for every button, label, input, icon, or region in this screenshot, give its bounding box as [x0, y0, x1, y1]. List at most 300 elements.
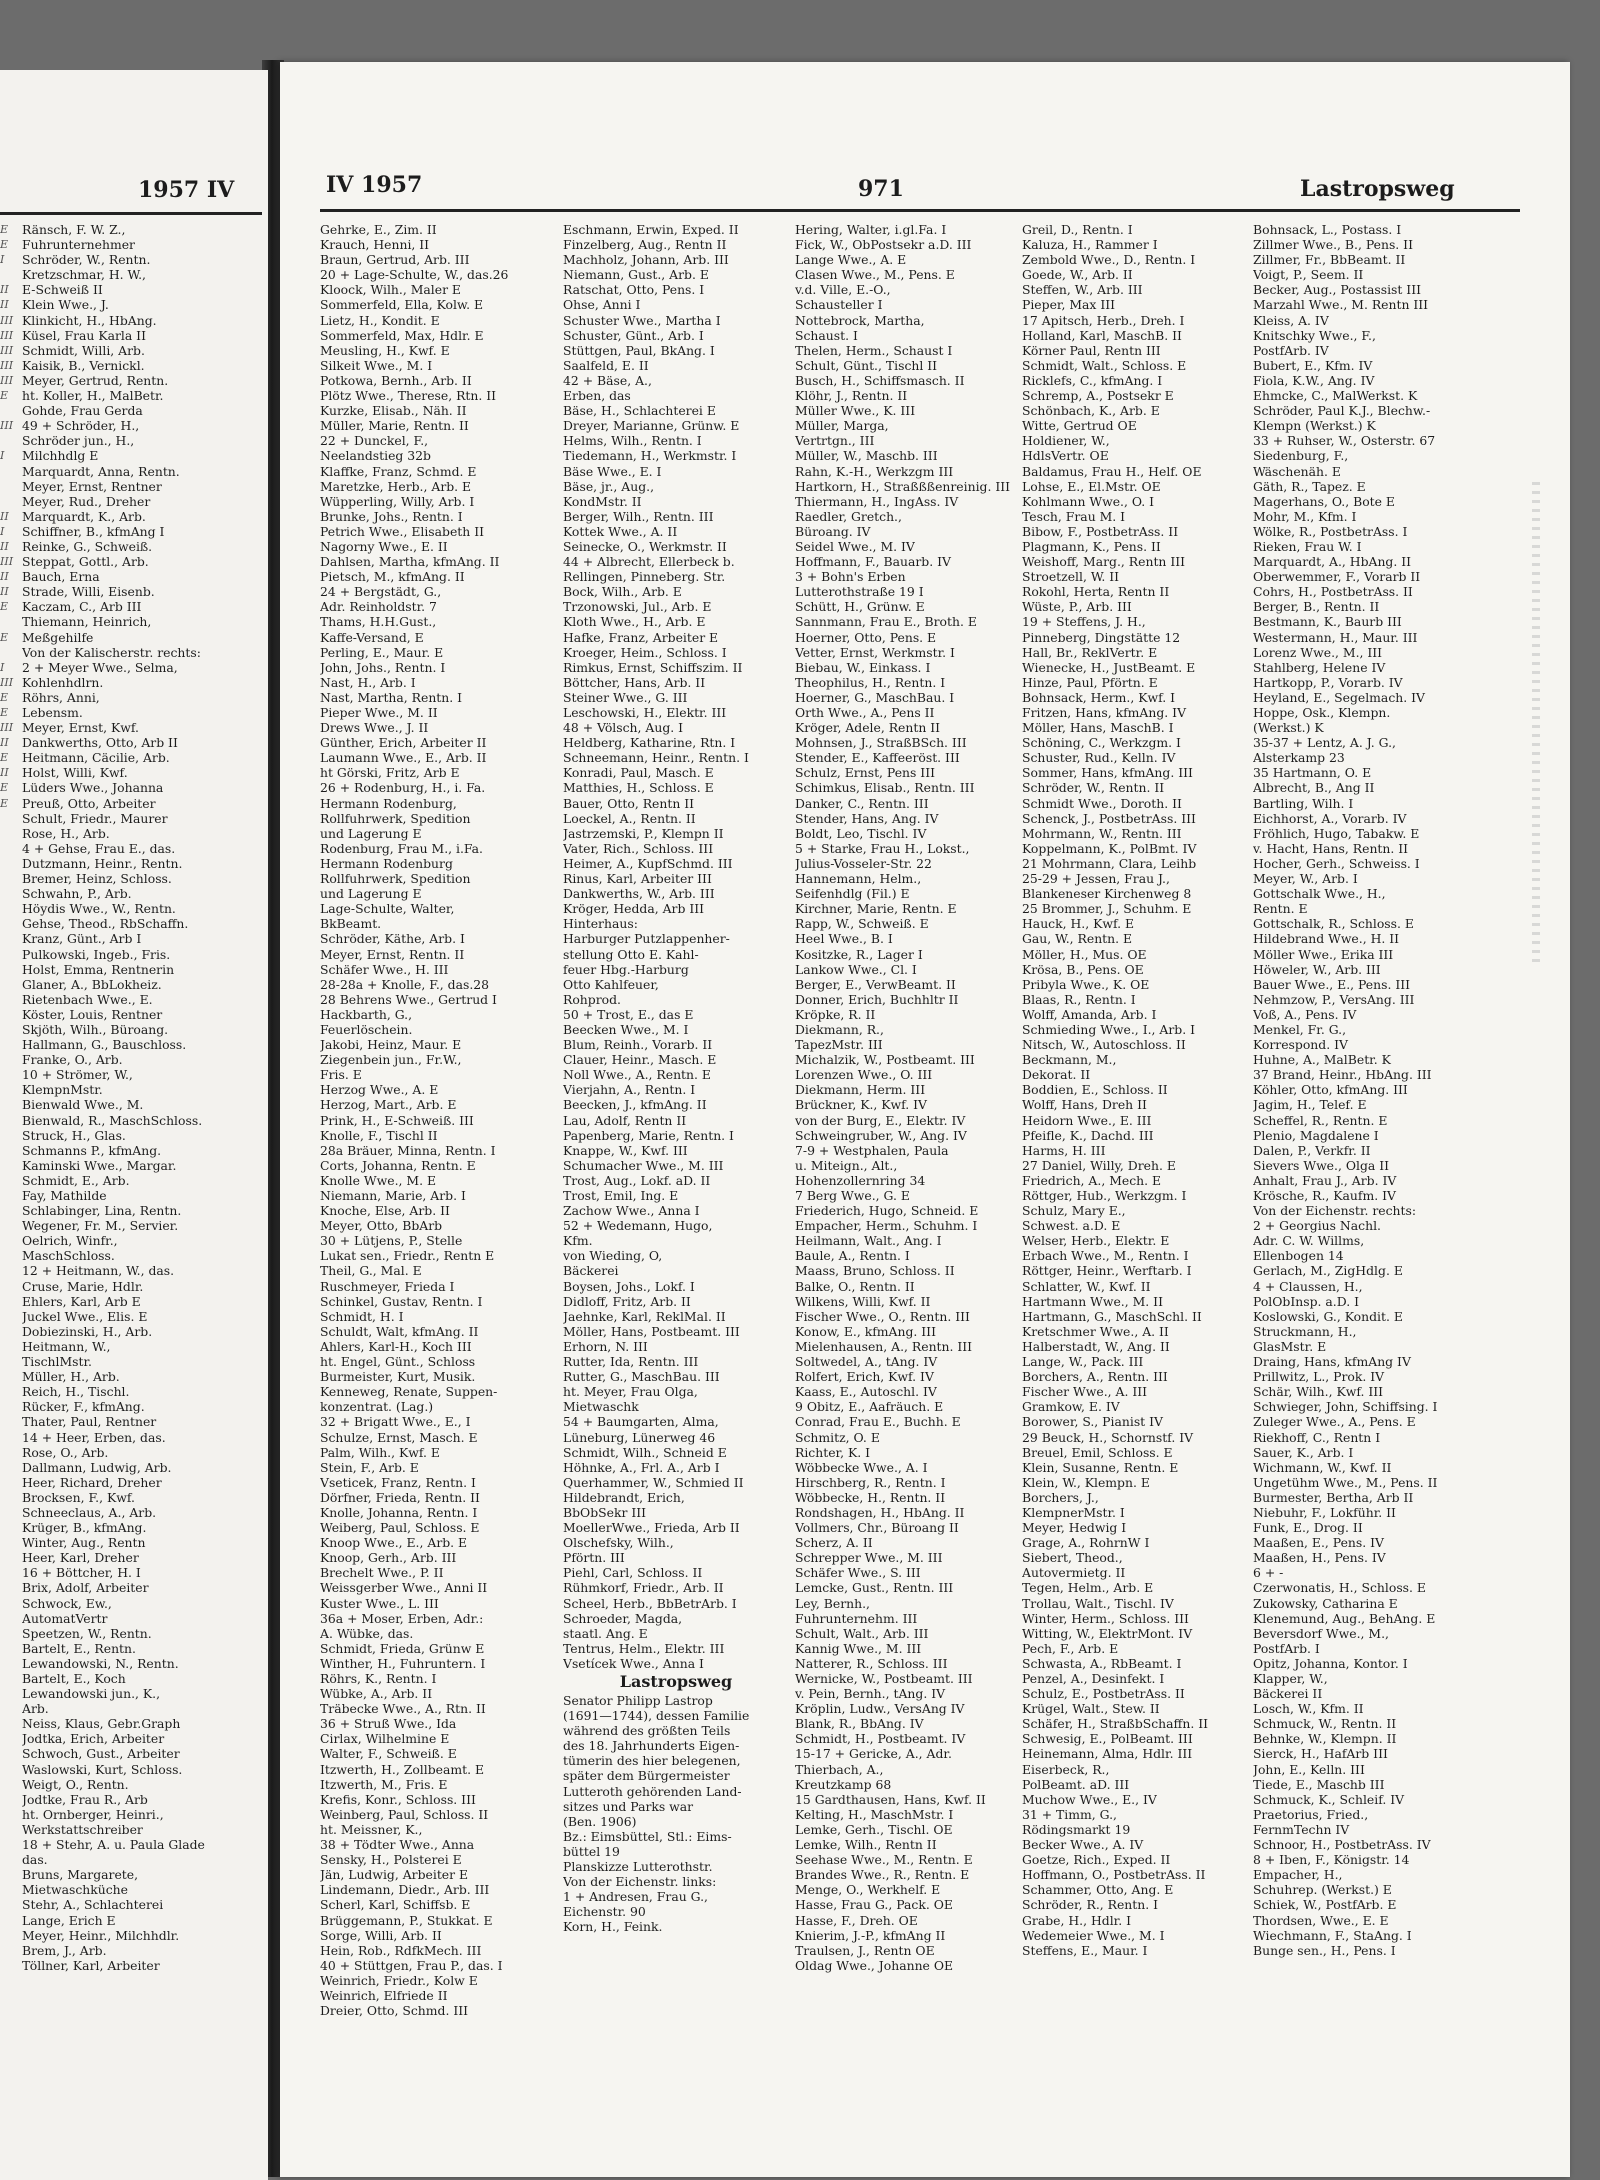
- directory-entry: Kuster Wwe., L. III: [320, 1595, 439, 1611]
- directory-entry: Lange, W., Pack. III: [1022, 1354, 1144, 1370]
- directory-entry: Niemann, Gust., Arb. E: [563, 267, 709, 283]
- directory-entry: Krügel, Walt., Stew. II: [1022, 1701, 1160, 1717]
- left-margin-letter: III: [0, 343, 14, 357]
- directory-entry: 21 Mohrmann, Clara, Leihb: [1022, 855, 1197, 871]
- directory-entry: Konradi, Paul, Masch. E: [563, 765, 714, 781]
- directory-entry: Julius-Vosseler-Str. 22: [795, 855, 932, 871]
- directory-entry: HdlsVertr. OE: [1022, 448, 1109, 464]
- directory-entry: Vater, Rich., Schloss. III: [563, 840, 714, 856]
- left-margin-letter: [0, 494, 16, 509]
- directory-entry: Klapper, W.,: [1253, 1671, 1328, 1686]
- directory-entry: Prink, H., E-Schweiß. III: [320, 1112, 474, 1128]
- directory-entry: Brunke, Johs., Rentn. I: [320, 508, 463, 524]
- directory-entry: PostfArb. IV: [1253, 342, 1329, 358]
- directory-entry: Weinrich, Friedr., Kolw E: [320, 1972, 478, 1988]
- directory-entry: Traulsen, J., Rentn OE: [795, 1942, 935, 1958]
- directory-entry: Hering, Walter, i.gl.Fa. I: [795, 222, 947, 237]
- directory-entry: BbObSekr III: [563, 1504, 647, 1520]
- left-entry: Dallmann, Ludwig, Arb.: [22, 1459, 172, 1475]
- directory-entry: Kroeger, Heim., Schloss. I: [563, 644, 727, 660]
- left-entry: Schiffner, B., kfmAng I: [22, 523, 165, 539]
- directory-entry: 40 + Stüttgen, Frau P., das. I: [320, 1957, 503, 1973]
- directory-entry: Jän, Ludwig, Arbeiter E: [320, 1867, 469, 1883]
- directory-entry: Krösa, B., Pens. OE: [1022, 961, 1144, 977]
- directory-entry: Schwieger, John, Schiffsing. I: [1253, 1399, 1438, 1415]
- left-entry: Lebensm.: [22, 705, 83, 720]
- directory-entry: Gottschalk Wwe., H.,: [1253, 886, 1386, 902]
- directory-entry: Scheffel, R., Rentn. E: [1253, 1112, 1388, 1128]
- directory-entry: Schröder, Paul K.J., Blechw.-: [1253, 403, 1431, 419]
- directory-entry: Feuerlöschein.: [320, 1021, 413, 1037]
- left-entry: Preuß, Otto, Arbeiter: [22, 795, 156, 811]
- directory-entry: Gerlach, M., ZigHdlg. E: [1253, 1263, 1403, 1279]
- street-header: Lastropsweg: [1300, 176, 1455, 202]
- directory-entry: Schrepper Wwe., M. III: [795, 1550, 943, 1566]
- directory-entry: 4 + Claussen, H.,: [1253, 1278, 1363, 1294]
- left-margin-letter: I: [0, 660, 5, 674]
- directory-entry: Sommerfeld, Max, Hdlr. E: [320, 327, 484, 343]
- directory-entry: Von der Eichenstr. rechts:: [1253, 1203, 1417, 1219]
- directory-entry: Von der Eichenstr. links:: [563, 1874, 717, 1890]
- directory-entry: Möller, Hans, MaschB. I: [1022, 720, 1174, 736]
- directory-entry: Wöbbecke, H., Rentn. II: [795, 1489, 946, 1505]
- directory-entry: Rühmkorf, Friedr., Arb. II: [563, 1580, 724, 1596]
- directory-entry: Bartling, Wilh. I: [1253, 795, 1354, 811]
- directory-entry: Grabe, H., Hdlr. I: [1022, 1912, 1132, 1928]
- directory-entry: Rapp, W., Schweiß. E: [795, 916, 929, 932]
- directory-entry: Marzahl Wwe., M. Rentn III: [1253, 297, 1429, 313]
- left-entry: Brem, J., Arb.: [22, 1942, 107, 1958]
- directory-entry: Jagim, H., Telef. E: [1253, 1097, 1367, 1113]
- left-entry: Fay, Mathilde: [22, 1188, 107, 1203]
- directory-entry: 37 Brand, Heinr., HbAng. III: [1253, 1067, 1432, 1083]
- directory-entry: BkBeamt.: [320, 916, 382, 932]
- left-entry: Stehr, A., Schlachterei: [22, 1897, 164, 1913]
- directory-entry: Erben, das: [563, 388, 631, 404]
- directory-entry: Schmidt, H., Postbeamt. IV: [795, 1731, 966, 1747]
- left-entry: Von der Kalischerstr. rechts:: [22, 644, 201, 660]
- directory-entry: Itzwerth, M., Fris. E: [320, 1776, 448, 1792]
- directory-entry: Trollau, Walt., Tischl. IV: [1022, 1595, 1174, 1611]
- left-entry: Reich, H., Tischl.: [22, 1384, 130, 1400]
- directory-entry: Hoffmann, O., PostbetrAss. II: [1022, 1867, 1206, 1883]
- directory-entry: Schröder, R., Rentn. I: [1022, 1897, 1159, 1913]
- directory-entry: Scherz, A. II: [795, 1535, 873, 1551]
- directory-entry: Bock, Wilh., Arb. E: [563, 584, 682, 600]
- left-margin-letter: E: [0, 690, 9, 704]
- directory-entry: Körner Paul, Rentn III: [1022, 342, 1161, 358]
- directory-entry: Halberstadt, W., Ang. II: [1022, 1338, 1170, 1354]
- directory-entry: Hildebrand Wwe., H. II: [1253, 931, 1400, 947]
- directory-entry: Klaffke, Franz, Schmd. E: [320, 463, 477, 479]
- directory-entry: Grage, A., RohrnW I: [1022, 1535, 1150, 1551]
- left-entry: Klinkicht, H., HbAng.: [22, 312, 157, 328]
- left-entry: E-Schweiß II: [22, 282, 103, 298]
- directory-entry: Kloock, Wilh., Maler E: [320, 282, 461, 298]
- directory-entry: Erhorn, N. III: [563, 1338, 648, 1354]
- directory-entry: 17 Apitsch, Herb., Dreh. I: [1022, 312, 1185, 328]
- directory-entry: Trost, Aug., Lokf. aD. II: [563, 1172, 711, 1188]
- directory-entry: Thierbach, A.,: [795, 1761, 884, 1777]
- directory-entry: Vertrtgn., III: [795, 433, 875, 449]
- directory-entry: Ratschat, Otto, Pens. I: [563, 282, 705, 298]
- directory-entry: Hinterhaus:: [563, 916, 638, 932]
- directory-entry: Schmidt, Frieda, Grünw E: [320, 1640, 485, 1656]
- directory-entry: Kfm.: [563, 1233, 593, 1249]
- directory-entry: Perling, E., Maur. E: [320, 644, 444, 660]
- left-entry: Lewandowski, N., Rentn.: [22, 1655, 179, 1671]
- left-margin-letter: E: [0, 796, 9, 810]
- right-page: [280, 62, 1570, 2177]
- left-entry: Heitmann, Cäcilie, Arb.: [22, 750, 170, 766]
- directory-entry: Dalen, P., Verkfr. II: [1253, 1142, 1371, 1158]
- directory-entry: Tesch, Frau M. I: [1022, 508, 1126, 524]
- directory-entry: Tentrus, Helm., Elektr. III: [563, 1640, 725, 1656]
- left-entry: 4 + Gehse, Frau E., das.: [22, 840, 176, 856]
- directory-entry: Beversdorf Wwe., M.,: [1253, 1625, 1389, 1641]
- directory-entry: Krauch, Henni, II: [320, 237, 430, 253]
- directory-entry: Schwasta, A., RbBeamt. I: [1022, 1655, 1182, 1671]
- directory-entry: Blankeneser Kirchenweg 8: [1022, 886, 1192, 902]
- directory-entry: Knolle, F., Tischl II: [320, 1127, 438, 1143]
- directory-entry: Hasse, F., Dreh. OE: [795, 1912, 918, 1928]
- directory-entry: Kaluza, H., Rammer I: [1022, 237, 1158, 253]
- directory-entry: Müller, Marie, Rentn. II: [320, 418, 469, 434]
- directory-entry: Rellingen, Pinneberg. Str.: [563, 569, 726, 585]
- directory-entry: Schuhrep. (Werkst.) E: [1253, 1882, 1392, 1898]
- left-margin-letter: II: [0, 298, 9, 312]
- directory-entry: Kannig Wwe., M. III: [795, 1640, 922, 1656]
- directory-entry: Schimkus, Elisab., Rentn. III: [795, 780, 975, 796]
- directory-entry: Michalzik, W., Postbeamt. III: [795, 1052, 975, 1068]
- directory-entry: später dem Bürgermeister: [563, 1768, 730, 1784]
- directory-entry: 24 + Bergstädt, G.,: [320, 584, 442, 600]
- left-entry: Schwahn, P., Arb.: [22, 886, 132, 902]
- directory-entry: Herzog, Mart., Arb. E: [320, 1097, 457, 1113]
- directory-entry: ht. Meissner, K.,: [320, 1821, 423, 1837]
- directory-entry: Autovermietg. II: [1022, 1565, 1126, 1581]
- directory-entry: Schinkel, Gustav, Rentn. I: [320, 1293, 483, 1309]
- directory-entry: Blaas, R., Rentn. I: [1022, 991, 1136, 1007]
- directory-entry: Wölke, R., PostbetrAss. I: [1253, 523, 1408, 539]
- left-entry: Oelrich, Winfr.,: [22, 1233, 118, 1249]
- directory-entry: Hauck, H., Kwf. E: [1022, 916, 1135, 932]
- directory-entry: Wolff, Amanda, Arb. I: [1022, 1006, 1157, 1022]
- directory-entry: 31 + Timm, G.,: [1022, 1806, 1117, 1822]
- directory-entry: 8 + Iben, F., Königstr. 14: [1253, 1852, 1410, 1868]
- directory-entry: Jakobi, Heinz, Maur. E: [320, 1037, 462, 1053]
- left-entry: Winter, Aug., Rentn: [22, 1535, 146, 1551]
- directory-entry: Noll Wwe., A., Rentn. E: [563, 1067, 711, 1083]
- directory-entry: Albrecht, B., Ang II: [1253, 780, 1375, 796]
- directory-entry: Wolff, Hans, Dreh II: [1022, 1097, 1147, 1113]
- directory-entry: Drews Wwe., J. II: [320, 720, 429, 736]
- left-entry: Schlabinger, Lina, Rentn.: [22, 1203, 182, 1219]
- left-entry: 16 + Böttcher, H. I: [22, 1565, 141, 1581]
- left-entry: 12 + Heitmann, W., das.: [22, 1263, 175, 1279]
- left-entry: Franke, O., Arb.: [22, 1052, 123, 1068]
- directory-entry: Oldag Wwe., Johanne OE: [795, 1957, 954, 1973]
- directory-entry: Klein, W., Klempn. E: [1022, 1474, 1150, 1490]
- left-margin-letter: I: [0, 524, 5, 538]
- left-entry: Bremer, Heinz, Schloss.: [22, 871, 172, 887]
- directory-entry: 6 + -: [1253, 1565, 1284, 1581]
- directory-entry: Riekhoff, C., Rentn I: [1253, 1429, 1381, 1445]
- directory-entry: Prillwitz, L., Prok. IV: [1253, 1369, 1385, 1385]
- directory-entry: konzentrat. (Lag.): [320, 1399, 434, 1415]
- directory-entry: Hinze, Paul, Pförtn. E: [1022, 674, 1158, 690]
- left-entry: Bienwald Wwe., M.: [22, 1097, 144, 1113]
- directory-entry: Rutter, Ida, Rentn. III: [563, 1354, 699, 1370]
- left-margin-letter: II: [0, 539, 9, 553]
- directory-entry: Schäfer Wwe., S. III: [795, 1565, 921, 1581]
- directory-entry: 36a + Moser, Erben, Adr.:: [320, 1610, 484, 1626]
- left-entry: Thiemann, Heinrich,: [22, 614, 152, 630]
- left-margin-letter: II: [0, 585, 9, 599]
- directory-entry: Schulze, Ernst, Masch. E: [320, 1429, 478, 1445]
- directory-entry: Röttger, Hub., Werkzgm. I: [1022, 1188, 1187, 1203]
- directory-entry: Kreutzkamp 68: [795, 1776, 892, 1792]
- directory-entry: Schmidt, Walt., Schloss. E: [1022, 357, 1187, 373]
- left-entry: 10 + Strömer, W.,: [22, 1067, 133, 1083]
- left-entry: Lange, Erich E: [22, 1912, 116, 1928]
- directory-entry: Knitschky Wwe., F.,: [1253, 327, 1376, 343]
- directory-entry: Knappe, W., Kwf. III: [563, 1142, 688, 1158]
- directory-entry: Lage-Schulte, Walter,: [320, 901, 455, 917]
- directory-entry: Träbecke Wwe., A., Rtn. II: [320, 1701, 486, 1717]
- directory-entry: Rinus, Karl, Arbeiter III: [563, 871, 712, 887]
- directory-entry: Möller, Hans, Postbeamt. III: [563, 1323, 740, 1339]
- directory-entry: Lüneburg, Lünerweg 46: [563, 1429, 716, 1445]
- directory-entry: ht. Engel, Günt., Schloss: [320, 1354, 476, 1370]
- directory-entry: Pech, F., Arb. E: [1022, 1640, 1119, 1656]
- left-entry: Küsel, Frau Karla II: [22, 327, 146, 343]
- directory-entry: 15 Gardthausen, Hans, Kwf. II: [795, 1791, 986, 1807]
- directory-entry: Heidorn Wwe., E. III: [1022, 1112, 1152, 1128]
- directory-entry: Huhne, A., MalBetr. K: [1253, 1052, 1391, 1068]
- left-entry: 2 + Meyer Wwe., Selma,: [22, 659, 178, 675]
- directory-entry: 35-37 + Lentz, A. J. G.,: [1253, 735, 1396, 751]
- directory-entry: 20 + Lage-Schulte, W., das.26: [320, 267, 509, 283]
- left-entry: Speetzen, W., Rentn.: [22, 1625, 152, 1641]
- directory-entry: Blank, R., BbAng. IV: [795, 1716, 924, 1732]
- directory-entry: Winther, H., Fuhruntern. I: [320, 1655, 486, 1671]
- directory-entry: Schulz, E., PostbetrAss. II: [1022, 1686, 1185, 1702]
- left-entry: Ränsch, F. W. Z.,: [22, 222, 126, 237]
- directory-entry: Wöbbecke Wwe., A. I: [795, 1459, 928, 1475]
- left-margin-letter: E: [0, 389, 9, 403]
- directory-entry: Oberwemmer, F., Vorarb II: [1253, 569, 1421, 585]
- directory-entry: 33 + Ruhser, W., Osterstr. 67: [1253, 433, 1436, 449]
- directory-entry: Natterer, R., Schloss. III: [795, 1655, 948, 1671]
- left-entry: Kretzschmar, H. W.,: [22, 267, 147, 283]
- directory-entry: während des größten Teils: [563, 1723, 731, 1739]
- left-entry: Gehse, Theod., RbSchaffn.: [22, 916, 189, 932]
- directory-entry: Maaßen, H., Pens. IV: [1253, 1550, 1386, 1566]
- directory-entry: Stüttgen, Paul, BkAng. I: [563, 342, 715, 358]
- directory-entry: Bäckerei: [563, 1263, 619, 1279]
- directory-entry: Schneemann, Heinr., Rentn. I: [563, 750, 749, 766]
- directory-entry: Dekorat. II: [1022, 1067, 1091, 1083]
- directory-entry: Zukowsky, Catharina E: [1253, 1595, 1398, 1611]
- left-entry: Meyer, Rud., Dreher: [22, 493, 151, 509]
- directory-entry: Ricklefs, C., kfmAng. I: [1022, 372, 1163, 388]
- directory-entry: Breuel, Emil, Schloss. E: [1022, 1444, 1173, 1460]
- directory-entry: Kohlmann Wwe., O. I: [1022, 493, 1155, 509]
- directory-entry: 52 + Wedemann, Hugo,: [563, 1218, 713, 1234]
- directory-entry: Tiedemann, H., Werkmstr. I: [563, 448, 737, 464]
- directory-entry: Dankwerths, W., Arb. III: [563, 886, 715, 902]
- left-margin-letter: III: [0, 313, 14, 327]
- directory-entry: Itzwerth, H., Zollbeamt. E: [320, 1761, 485, 1777]
- directory-entry: Borchers, A., Rentn. III: [1022, 1369, 1168, 1385]
- directory-entry: Saalfeld, E. II: [563, 357, 649, 373]
- directory-entry: Hoerner, G., MaschBau. I: [795, 689, 955, 705]
- directory-entry: Voigt, P., Seem. II: [1253, 267, 1364, 283]
- directory-entry: v. Hacht, Hans, Rentn. II: [1253, 840, 1409, 856]
- left-entry: Schwock, Ew.,: [22, 1595, 112, 1611]
- directory-entry: Raedler, Gretch.,: [795, 508, 902, 524]
- directory-entry: Clauer, Heinr., Masch. E: [563, 1052, 717, 1068]
- directory-entry: Stroetzell, W. II: [1022, 569, 1120, 585]
- directory-entry: Hocher, Gerh., Schweiss. I: [1253, 855, 1420, 871]
- directory-entry: Clasen Wwe., M., Pens. E: [795, 267, 955, 283]
- left-entry: Heer, Richard, Dreher: [22, 1474, 162, 1490]
- left-margin-letter: [0, 645, 16, 660]
- directory-entry: Nitsch, W., Autoschloss. II: [1022, 1037, 1186, 1053]
- left-entry: ht. Koller, H., MalBetr.: [22, 388, 164, 404]
- directory-entry: Weinberg, Paul, Schloss. II: [320, 1806, 489, 1822]
- directory-entry: 27 Daniel, Willy, Dreh. E: [1022, 1157, 1176, 1173]
- left-entry: Bruns, Margarete,: [22, 1867, 139, 1883]
- street-section-title: Lastropsweg: [619, 1672, 733, 1691]
- directory-entry: Cirlax, Wilhelmine E: [320, 1731, 450, 1747]
- directory-entry: 30 + Lütjens, P., Stelle: [320, 1233, 463, 1249]
- directory-entry: Petrich Wwe., Elisabeth II: [320, 523, 484, 539]
- directory-entry: Alsterkamp 23: [1253, 750, 1345, 766]
- directory-entry: Schöning, C., Werkzgm. I: [1022, 735, 1181, 751]
- directory-entry: Plenio, Magdalene I: [1253, 1127, 1379, 1143]
- directory-entry: Nast, Martha, Rentn. I: [320, 689, 463, 705]
- directory-entry: 26 + Rodenburg, H., i. Fa.: [320, 780, 486, 796]
- directory-entry: Sauer, K., Arb. I: [1253, 1444, 1354, 1460]
- directory-entry: Schmidt, Wilh., Schneid E: [563, 1444, 727, 1460]
- directory-entry: Hermann Rodenburg,: [320, 795, 457, 811]
- directory-entry: Winter, Herm., Schloss. III: [1022, 1610, 1189, 1626]
- directory-entry: Schröder, Käthe, Arb. I: [320, 931, 465, 947]
- left-entry: Schult, Friedr., Maurer: [22, 810, 168, 826]
- directory-entry: Baldamus, Frau H., Helf. OE: [1022, 463, 1202, 479]
- directory-entry: Bz.: Eimsbüttel, Stl.: Eims-: [563, 1828, 732, 1844]
- directory-entry: Hein, Rob., RdfkMech. III: [320, 1942, 482, 1958]
- directory-entry: Gäth, R., Tapez. E: [1253, 478, 1366, 494]
- directory-entry: Pfeifle, K., Dachd. III: [1022, 1127, 1154, 1143]
- directory-entry: 25-29 + Jessen, Frau J.,: [1022, 871, 1170, 887]
- directory-entry: Bohnsack, Herm., Kwf. I: [1022, 689, 1176, 705]
- directory-entry: Rentn. E: [1253, 901, 1308, 917]
- directory-entry: Schumacher Wwe., M. III: [563, 1157, 724, 1173]
- directory-entry: Schwest. a.D. E: [1022, 1218, 1121, 1234]
- directory-entry: Seidel Wwe., M. IV: [795, 538, 915, 554]
- directory-entry: Schiek, W., PostfArb. E: [1253, 1897, 1397, 1913]
- directory-entry: Pförtn. III: [563, 1550, 625, 1566]
- directory-entry: Beecken, J., kfmAng. II: [563, 1097, 707, 1113]
- directory-entry: 35 Hartmann, O. E: [1253, 765, 1372, 781]
- left-margin-letter: E: [0, 238, 9, 252]
- directory-entry: Kleiss, A. IV: [1253, 312, 1329, 328]
- directory-entry: Marquardt, A., HbAng. II: [1253, 554, 1412, 570]
- directory-entry: Rahn, K.-H., Werkzgm III: [795, 463, 954, 479]
- left-page-header: 1957 IV: [138, 177, 235, 203]
- directory-entry: Hoppe, Osk., Klempn.: [1253, 705, 1391, 720]
- directory-entry: Kaffe-Versand, E: [320, 629, 424, 645]
- left-entry: Jodtke, Frau R., Arb: [22, 1791, 148, 1807]
- directory-entry: Kröger, Adele, Rentn II: [795, 720, 941, 736]
- directory-entry: v. Pein, Bernh., tAng. IV: [795, 1686, 946, 1702]
- left-entry: Wegener, Fr. M., Servier.: [22, 1218, 179, 1234]
- directory-entry: Heinemann, Alma, Hdlr. III: [1022, 1746, 1193, 1762]
- directory-entry: Lange Wwe., A. E: [795, 252, 907, 268]
- directory-entry: Weishoff, Marg., Rentn III: [1022, 554, 1186, 570]
- left-margin-letter: I: [0, 449, 5, 463]
- left-entry: Rietenbach Wwe., E.: [22, 991, 153, 1007]
- left-entry: Jodtka, Erich, Arbeiter: [22, 1731, 165, 1747]
- directory-entry: Greil, D., Rentn. I: [1022, 222, 1133, 237]
- directory-entry: 2 + Georgius Nachl.: [1253, 1218, 1381, 1234]
- directory-entry: 7 Berg Wwe., G. E: [795, 1188, 910, 1203]
- directory-entry: Ellenbogen 14: [1253, 1248, 1344, 1264]
- directory-entry: Lindemann, Diedr., Arb. III: [320, 1882, 490, 1898]
- directory-entry: Lorenzen Wwe., O. III: [795, 1067, 933, 1083]
- directory-entry: Biebau, W., Einkass. I: [795, 659, 931, 675]
- directory-entry: Wüpperling, Willy, Arb. I: [320, 493, 475, 509]
- directory-entry: Schlatter, W., Kwf. II: [1022, 1278, 1151, 1294]
- directory-entry: Wienecke, H., JustBeamt. E: [1022, 659, 1196, 675]
- directory-entry: Friederich, Hugo, Schneid. E: [795, 1203, 979, 1219]
- directory-entry: Koslowski, G., Kondit. E: [1253, 1308, 1403, 1324]
- directory-entry: Schausteller I: [795, 297, 883, 313]
- directory-entry: Meyer, W., Arb. I: [1253, 871, 1358, 887]
- directory-entry: Hasse, Frau G., Pack. OE: [795, 1897, 953, 1913]
- directory-entry: Blum, Reinh., Vorarb. II: [563, 1037, 713, 1053]
- directory-entry: Boldt, Leo, Tischl. IV: [795, 825, 927, 841]
- directory-entry: Hirschberg, R., Rentn. I: [795, 1474, 946, 1490]
- directory-entry: Niemann, Marie, Arb. I: [320, 1188, 466, 1203]
- left-margin-letter: III: [0, 373, 14, 387]
- directory-entry: Meusling, H., Kwf. E: [320, 342, 450, 358]
- left-margin-letter: III: [0, 358, 14, 372]
- directory-entry: Goede, W., Arb. II: [1022, 267, 1133, 283]
- directory-entry: Weiberg, Paul, Schloss. E: [320, 1520, 480, 1536]
- left-margin-letters: [0, 222, 16, 811]
- directory-entry: Lietz, H., Kondit. E: [320, 312, 440, 328]
- directory-entry: Holdiener, W.,: [1022, 433, 1110, 449]
- directory-entry: Lutteroth gehörenden Land-: [563, 1783, 742, 1799]
- directory-entry: Röttger, Heinr., Werftarb. I: [1022, 1263, 1192, 1279]
- directory-entry: Schroeder, Magda,: [563, 1610, 683, 1626]
- directory-entry: Vsetícek Wwe., Anna I: [563, 1655, 704, 1671]
- directory-entry: Pietsch, M., kfmAng. II: [320, 569, 465, 585]
- directory-entry: Kenneweg, Renate, Suppen-: [320, 1384, 498, 1400]
- directory-entry: Schuster Wwe., Martha I: [563, 312, 721, 328]
- directory-entry: Rollfuhrwerk, Spedition: [320, 871, 471, 887]
- directory-entry: Fiola, K.W., Ang. IV: [1253, 372, 1375, 388]
- directory-entry: Struckmann, H.,: [1253, 1323, 1357, 1339]
- directory-entry: Gramkow, E. IV: [1022, 1399, 1120, 1415]
- directory-entry: Lankow Wwe., Cl. I: [795, 961, 917, 977]
- left-page: [0, 70, 268, 2180]
- left-entry: KlempnMstr.: [22, 1082, 103, 1098]
